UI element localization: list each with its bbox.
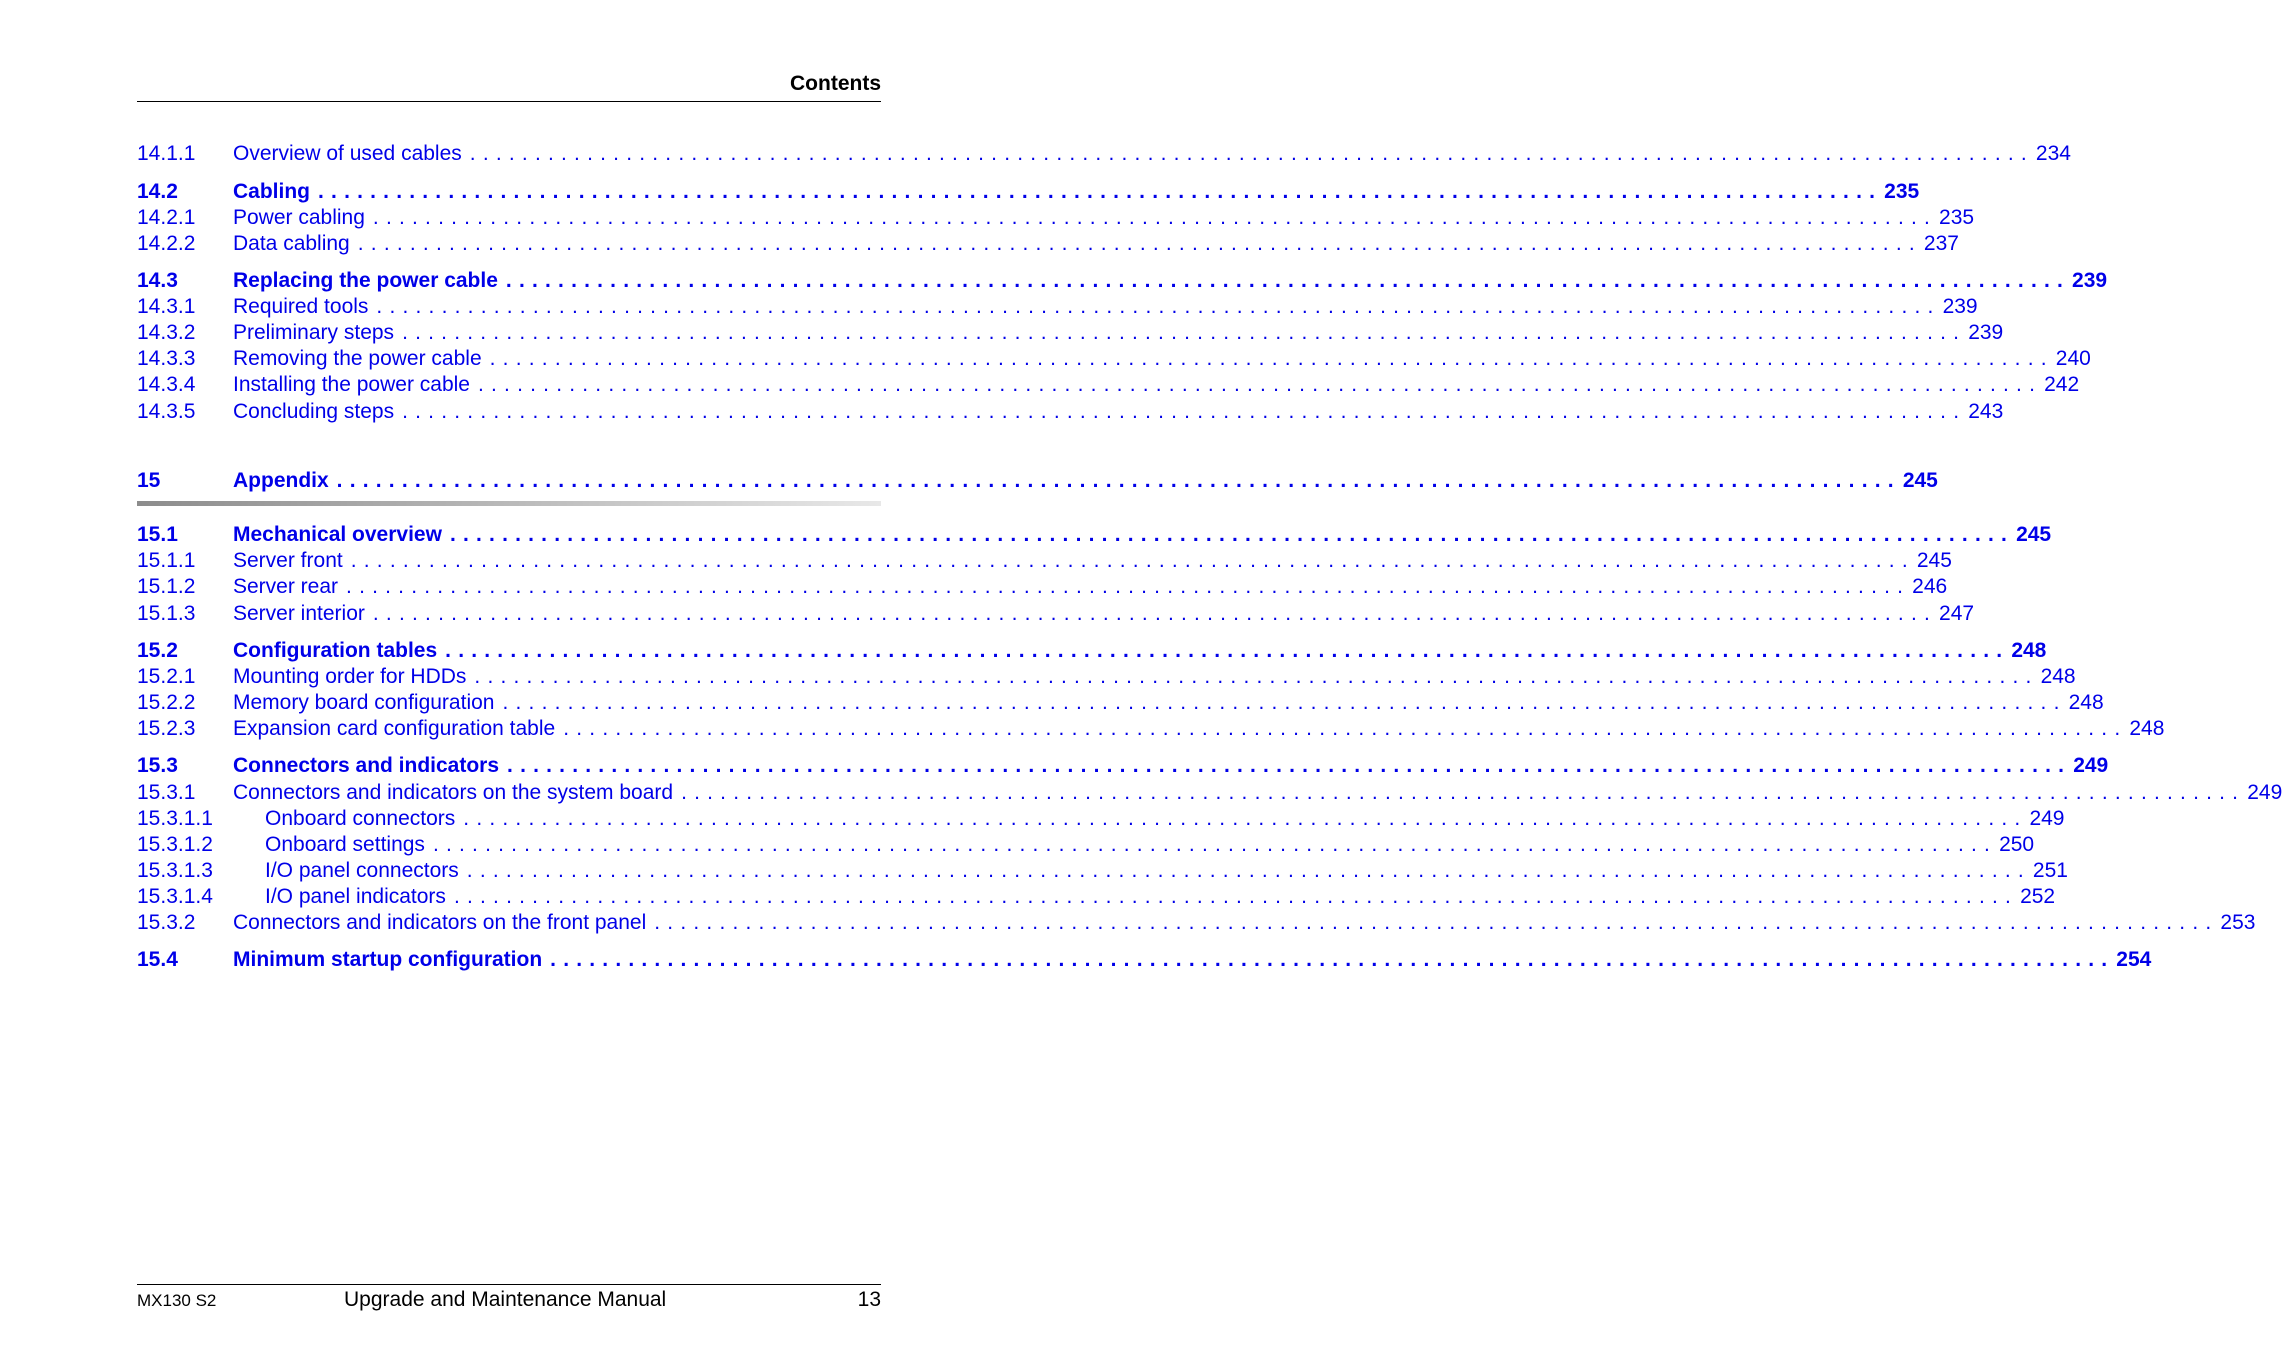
toc-dot-leader: ........................................................................................................................ (507, 754, 2072, 777)
toc-entry-number: 14.2.2 (137, 232, 196, 255)
toc-entry-page: 251 (2032, 859, 2068, 882)
toc-dot-leader: ........................................................................................................................ (336, 469, 1901, 492)
toc-entry-number: 15.1 (137, 523, 178, 546)
toc-entry-title: I/O panel connectors (265, 859, 459, 882)
toc-entry[interactable] (137, 231, 1959, 257)
toc-dot-leader: ........................................................................................................................ (372, 206, 1938, 229)
toc-dot-leader: ........................................................................................................................ (453, 885, 2019, 908)
toc-entry-title: Server front (233, 549, 343, 572)
toc-entry-number: 14.3.2 (137, 321, 196, 344)
toc-entry-title: Installing the power cable (233, 373, 470, 396)
toc-entry[interactable] (137, 601, 1975, 627)
toc-entry-number: 14.3 (137, 269, 178, 292)
running-header-title: Contents (790, 72, 881, 95)
toc-dot-leader: ........................................................................................................................ (505, 269, 2071, 292)
toc-dot-leader: ........................................................................................................................ (502, 691, 2067, 714)
toc-entry-number: 15.3.1.4 (137, 885, 213, 908)
toc-dot-leader: ........................................................................................................................ (550, 948, 2115, 971)
toc-entry-title: Data cabling (233, 232, 350, 255)
toc-entry[interactable] (137, 780, 2282, 806)
toc-entry[interactable] (137, 179, 1920, 205)
toc-entry-page: 245 (2016, 523, 2052, 546)
toc-entry[interactable] (137, 910, 2256, 936)
toc-entry-page: 248 (2129, 717, 2165, 740)
toc-entry-page: 234 (2035, 142, 2071, 165)
toc-entry-title: Concluding steps (233, 400, 395, 423)
toc-entry-page: 245 (1916, 549, 1952, 572)
toc-dot-leader: ........................................................................................................................ (469, 142, 2034, 165)
toc-entry-title: I/O panel indicators (265, 885, 446, 908)
toc-entry[interactable] (137, 884, 2056, 910)
toc-entry-number: 15.3.2 (137, 911, 196, 934)
toc-entry-title: Memory board configuration (233, 691, 495, 714)
toc-entry-number: 14.1.1 (137, 142, 196, 165)
toc-entry-page: 239 (1942, 295, 1978, 318)
toc-entry-number: 15.2.2 (137, 691, 196, 714)
toc-dot-leader: ........................................................................................................................ (477, 373, 2043, 396)
toc-entry-title: Connectors and indicators (233, 754, 500, 777)
toc-dot-leader: ........................................................................................................................ (463, 807, 2028, 830)
toc-entry-page: 240 (2055, 347, 2091, 370)
toc-dot-leader: ........................................................................................................................ (563, 717, 2128, 740)
toc-dot-leader: ........................................................................................................................ (402, 321, 1967, 344)
toc-entry-number: 15 (137, 469, 161, 492)
footer-divider (137, 1284, 881, 1285)
toc-dot-leader: ........................................................................................................................ (350, 549, 1915, 572)
toc-entry-number: 14.2.1 (137, 206, 196, 229)
toc-entry-page: 248 (2011, 639, 2047, 662)
toc-entry-title: Removing the power cable (233, 347, 482, 370)
toc-entry-number: 15.3.1.2 (137, 833, 213, 856)
toc-entry-number: 15.2 (137, 639, 178, 662)
toc-entry[interactable] (137, 268, 2108, 294)
toc-dot-leader: ........................................................................................................................ (318, 180, 1883, 203)
toc-entry-title: Minimum startup configuration (233, 948, 543, 971)
toc-dot-leader: ........................................................................................................................ (376, 295, 1941, 318)
toc-entry[interactable] (137, 690, 2104, 716)
toc-entry-number: 15.3.1 (137, 781, 196, 804)
toc-dot-leader: ........................................................................................................................ (654, 911, 2219, 934)
footer-manual-title: Upgrade and Maintenance Manual (344, 1288, 667, 1311)
toc-entry-number: 15.3 (137, 754, 178, 777)
toc-dot-leader: ........................................................................................................................ (489, 347, 2054, 370)
toc-entry-title: Mounting order for HDDs (233, 665, 467, 688)
toc-entry-number: 14.3.4 (137, 373, 196, 396)
toc-entry-title: Expansion card configuration table (233, 717, 556, 740)
toc-entry-title: Server interior (233, 602, 365, 625)
toc-entry-number: 15.1.1 (137, 549, 196, 572)
toc-entry-page: 249 (2247, 781, 2282, 804)
toc-entry-page: 242 (2044, 373, 2080, 396)
toc-entry-title: Mechanical overview (233, 523, 442, 546)
toc-entry[interactable] (137, 399, 2004, 425)
toc-dot-leader: ........................................................................................................................ (474, 665, 2039, 688)
toc-entry[interactable] (137, 832, 2035, 858)
toc-entry[interactable] (137, 205, 1975, 231)
toc-entry-page: 235 (1884, 180, 1920, 203)
toc-entry-page: 250 (1999, 833, 2035, 856)
toc-dot-leader: ........................................................................................................................ (466, 859, 2031, 882)
toc-entry-title: Onboard connectors (265, 807, 456, 830)
toc-entry-page: 245 (1902, 469, 1938, 492)
toc-entry[interactable] (137, 468, 1938, 494)
toc-entry[interactable] (137, 320, 2004, 346)
toc-entry-title: Replacing the power cable (233, 269, 498, 292)
toc-entry-page: 246 (1912, 575, 1948, 598)
toc-entry-page: 248 (2068, 691, 2104, 714)
toc-entry-number: 14.3.5 (137, 400, 196, 423)
toc-entry-title: Overview of used cables (233, 142, 462, 165)
toc-entry-title: Appendix (233, 469, 329, 492)
toc-entry-title: Connectors and indicators on the system board (233, 781, 674, 804)
toc-entry-title: Required tools (233, 295, 369, 318)
toc-entry[interactable] (137, 858, 2068, 884)
toc-entry-number: 15.3.1.3 (137, 859, 213, 882)
toc-entry-page: 252 (2020, 885, 2056, 908)
toc-entry-number: 15.1.3 (137, 602, 196, 625)
toc-entry-page: 248 (2040, 665, 2076, 688)
toc-entry-title: Onboard settings (265, 833, 425, 856)
toc-entry-title: Server rear (233, 575, 339, 598)
toc-entry-title: Cabling (233, 180, 310, 203)
toc-entry-page: 249 (2029, 807, 2065, 830)
toc-entry-page: 247 (1939, 602, 1975, 625)
footer-product-name: MX130 S2 (137, 1291, 217, 1310)
toc-entry-number: 15.3.1.1 (137, 807, 213, 830)
toc-entry-page: 235 (1939, 206, 1975, 229)
toc-entry[interactable] (137, 638, 2047, 664)
toc-entry-number: 15.1.2 (137, 575, 196, 598)
toc-entry-page: 249 (2073, 754, 2109, 777)
toc-entry-number: 15.4 (137, 948, 178, 971)
toc-entry[interactable] (137, 522, 2052, 548)
toc-entry[interactable] (137, 716, 2165, 742)
toc-dot-leader: ........................................................................................................................ (432, 833, 1998, 856)
toc-entry[interactable] (137, 141, 2071, 167)
toc-entry[interactable] (137, 947, 2152, 973)
toc-entry-title: Connectors and indicators on the front panel (233, 911, 647, 934)
toc-entry-number: 14.2 (137, 180, 178, 203)
toc-dot-leader: ........................................................................................................................ (449, 523, 2015, 546)
toc-dot-leader: ........................................................................................................................ (372, 602, 1938, 625)
toc-entry[interactable] (137, 372, 2080, 398)
toc-dot-leader: ........................................................................................................................ (357, 232, 1922, 255)
toc-entry[interactable] (137, 294, 1978, 320)
toc-entry[interactable] (137, 346, 2091, 372)
toc-entry-page: 239 (1968, 321, 2004, 344)
chapter-divider (137, 501, 881, 506)
footer-page-number: 13 (857, 1288, 881, 1311)
toc-entry-title: Configuration tables (233, 639, 438, 662)
toc-entry[interactable] (137, 548, 1952, 574)
toc-entry[interactable] (137, 574, 1948, 600)
toc-dot-leader: ........................................................................................................................ (402, 400, 1967, 423)
toc-dot-leader: ........................................................................................................................ (346, 575, 1911, 598)
toc-entry-page: 239 (2072, 269, 2108, 292)
toc-entry-page: 254 (2116, 948, 2152, 971)
toc-entry-title: Preliminary steps (233, 321, 395, 344)
toc-entry[interactable] (137, 806, 2065, 832)
header-divider (137, 101, 881, 102)
toc-dot-leader: ........................................................................................................................ (681, 781, 2246, 804)
toc-entry[interactable] (137, 753, 2109, 779)
toc-entry[interactable] (137, 664, 2076, 690)
toc-dot-leader: ........................................................................................................................ (445, 639, 2010, 662)
toc-entry-page: 237 (1923, 232, 1959, 255)
toc-entry-page: 253 (2220, 911, 2256, 934)
toc-entry-number: 15.2.1 (137, 665, 196, 688)
toc-entry-number: 14.3.1 (137, 295, 196, 318)
toc-entry-title: Power cabling (233, 206, 365, 229)
toc-entry-page: 243 (1968, 400, 2004, 423)
toc-entry-number: 15.2.3 (137, 717, 196, 740)
toc-entry-number: 14.3.3 (137, 347, 196, 370)
